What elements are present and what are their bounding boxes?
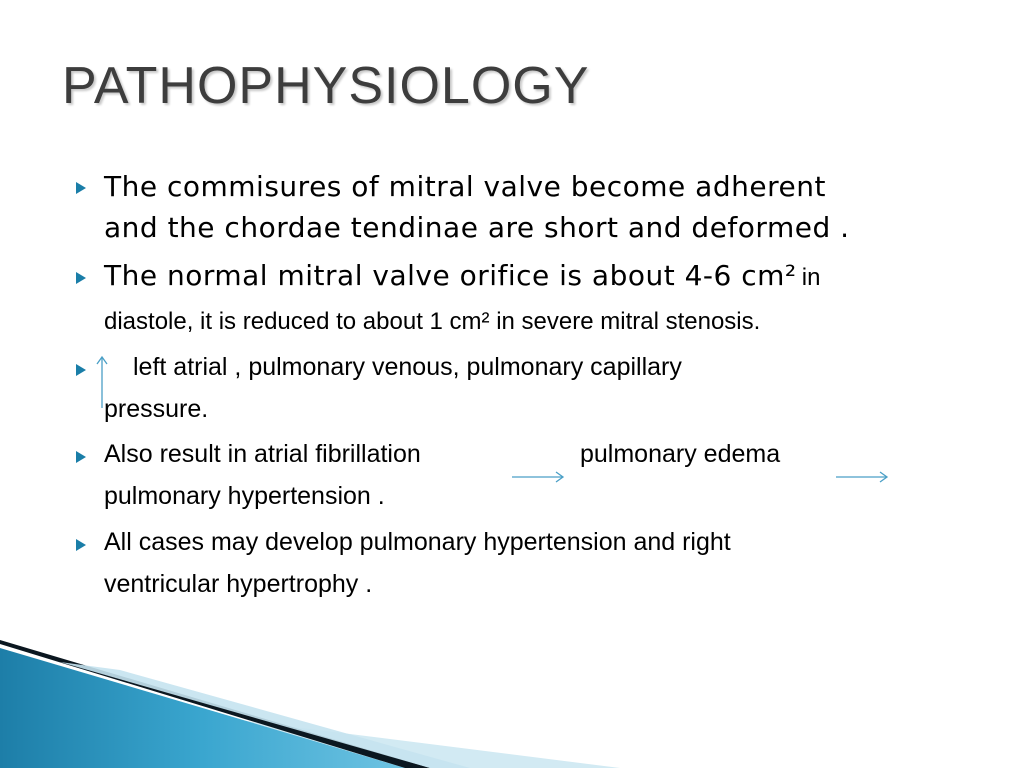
slide-title: PATHOPHYSIOLOGY: [62, 57, 590, 115]
bullet-3-line-2: pressure.: [104, 395, 209, 423]
bullet-1-line-1: The commisures of mitral valve become adherent: [104, 170, 826, 203]
bullet-5-line-2: ventricular hypertrophy .: [104, 570, 373, 598]
bullet-2-line-1-tail: in: [801, 264, 821, 291]
bullet-2-line-1-main: The normal mitral valve orifice is about 4-6 cm²: [104, 259, 797, 292]
bullet-2-line-2: diastole, it is reduced to about 1 cm² in severe mitral stenosis.: [104, 308, 761, 335]
bullet-4-part-2: pulmonary edema: [580, 440, 781, 468]
bullet-3-line-1: left atrial , pulmonary venous, pulmonary capillary: [133, 353, 682, 381]
bullet-1-line-2: and the chordae tendinae are short and deformed .: [104, 211, 850, 244]
bullet-4-part-1: Also result in atrial fibrillation: [104, 440, 421, 468]
bullet-5-line-1: All cases may develop pulmonary hypertension and right: [104, 528, 731, 556]
bullet-4-line-2: pulmonary hypertension .: [104, 482, 385, 510]
